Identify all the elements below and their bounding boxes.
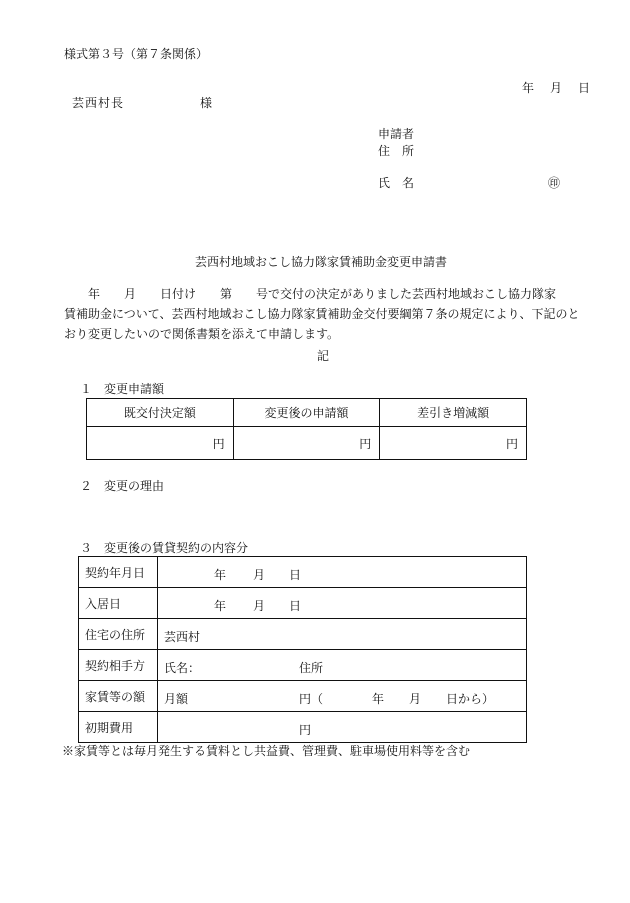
form-number: 様式第３号（第７条関係） xyxy=(64,47,209,61)
counterparty-address-label: 住所 xyxy=(299,661,324,675)
contract-date-value xyxy=(158,557,527,588)
day-label: 日 xyxy=(289,599,302,613)
applicant-name-label: 氏 名 xyxy=(378,176,415,190)
body-line-3: おり変更したいので関係書類を添えて申請します。 xyxy=(64,327,340,341)
counterparty-label: 契約相手方 xyxy=(79,650,158,681)
residence-label: 住宅の住所 xyxy=(79,619,158,650)
applicant-label: 申請者 xyxy=(378,127,415,141)
lease-table xyxy=(78,556,527,743)
yen-label: 円 xyxy=(299,723,312,737)
difference-cell: 円 xyxy=(380,427,527,460)
seal-mark: ㊞ xyxy=(548,176,561,190)
table-row xyxy=(79,557,527,588)
ki-label: 記 xyxy=(317,349,330,363)
section1-heading: １ 変更申請額 xyxy=(80,382,165,396)
table-row xyxy=(79,588,527,619)
residence-value xyxy=(158,619,527,650)
rent-label: 家賃等の額 xyxy=(79,681,158,712)
table-row xyxy=(79,681,527,712)
approved-amount-cell: 円 xyxy=(87,427,234,460)
section3-heading: ３ 変更後の賃貸契約の内容分 xyxy=(80,541,249,555)
monthly-label: 月額 xyxy=(164,692,189,706)
contract-date-label: 契約年月日 xyxy=(79,557,158,588)
amount-table xyxy=(86,398,527,460)
column-header-new-amount: 変更後の申請額 xyxy=(233,399,380,427)
document-title: 芸西村地域おこし協力隊家賃補助金変更申請書 xyxy=(195,255,448,269)
rent-value xyxy=(158,681,527,712)
body-line-2: 賃補助金について、芸西村地域おこし協力隊家賃補助金交付要綱第７条の規定により、下記のと xyxy=(64,307,580,321)
section2-heading: ２ 変更の理由 xyxy=(80,479,165,493)
yen-label: 円（ xyxy=(299,692,324,706)
new-amount-cell: 円 xyxy=(233,427,380,460)
table-row xyxy=(79,650,527,681)
year-label: 年 xyxy=(214,599,227,613)
column-header-difference: 差引き増減額 xyxy=(380,399,527,427)
table-row xyxy=(79,712,527,743)
move-in-value xyxy=(158,588,527,619)
year-label: 年 xyxy=(214,568,227,582)
body-paragraph xyxy=(64,284,586,344)
initial-cost-value xyxy=(158,712,527,743)
move-in-label: 入居日 xyxy=(79,588,158,619)
counterparty-name-label: 氏名： xyxy=(164,661,201,675)
date-line: 年 月 日 xyxy=(522,81,593,95)
honorific: 様 xyxy=(200,96,213,110)
year-label: 年 xyxy=(372,692,385,706)
day-label: 日 xyxy=(289,568,302,582)
body-line-1: 年 月 日付け 第 号で交付の決定がありました芸西村地域おこし協力隊家 xyxy=(64,287,557,301)
from-label: 日から） xyxy=(446,692,495,706)
counterparty-value xyxy=(158,650,527,681)
initial-cost-label: 初期費用 xyxy=(79,712,158,743)
column-header-approved: 既交付決定額 xyxy=(87,399,234,427)
table-row xyxy=(79,619,527,650)
residence-village: 芸西村 xyxy=(164,630,201,644)
addressee: 芸西村長 xyxy=(72,96,125,110)
month-label: 月 xyxy=(253,568,266,582)
month-label: 月 xyxy=(409,692,422,706)
footnote: ※家賃等とは毎月発生する賃料とし共益費、管理費、駐車場使用料等を含む xyxy=(62,744,471,758)
month-label: 月 xyxy=(253,599,266,613)
applicant-address-label: 住 所 xyxy=(378,144,415,158)
